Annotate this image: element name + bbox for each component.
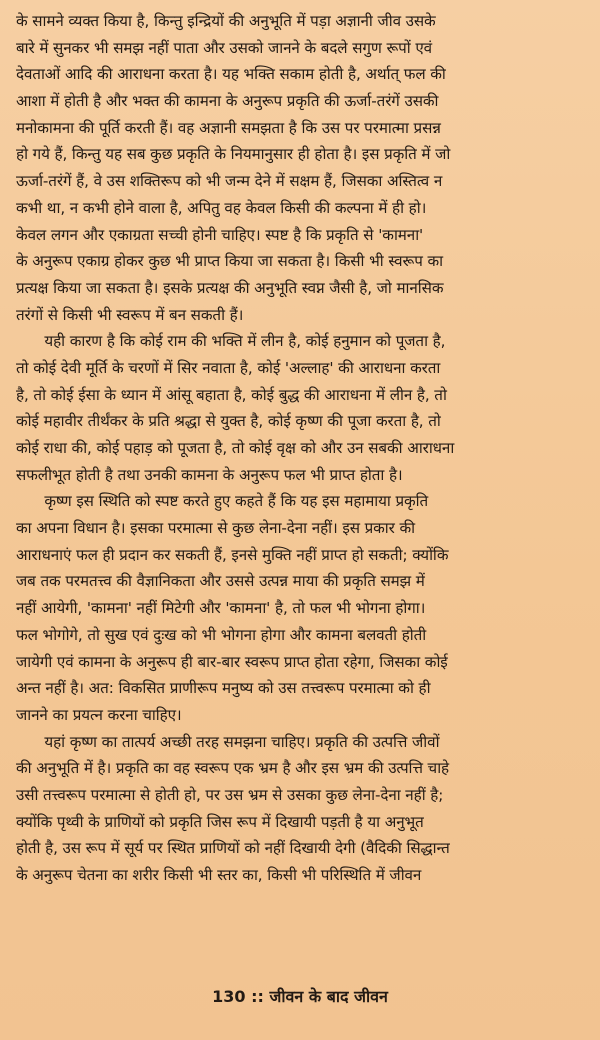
footer-separator: :: [251,987,264,1006]
text-line: नहीं आयेगी, 'कामना' नहीं मिटेगी और 'कामना' है, तो फल भी भोगना होगा। [16,599,426,618]
body-text [16,8,588,889]
text-line: प्रत्यक्ष किया जा सकता है। इसके प्रत्यक्ष की अनुभूति स्वप्न जैसी है, जो मानसिक [16,278,444,297]
text-line: फल भोगोगे, तो सुख एवं दुःख को भी भोगना होगा और कामना बलवती होती [16,625,427,644]
text-line: कोई राधा की, कोई पहाड़ को पूजता है, तो कोई वृक्ष को और उन सबकी आराधना [16,439,455,457]
text-line: ऊर्जा-तरंगें हैं, वे उस शक्तिरूप को भी जन्म देने में सक्षम हैं, जिसका अस्तित्व न [16,172,443,191]
text-line: देवताओं आदि की आराधना करता है। यह भक्ति सकाम होती है, अर्थात् फल की [16,65,446,84]
text-line: की अनुभूति में है। प्रकृति का वह स्वरूप एक भ्रम है और इस भ्रम की उत्पत्ति चाहे [16,759,450,778]
text-line: कोई महावीर तीर्थंकर के प्रति श्रद्धा से युक्त है, कोई कृष्ण की पूजा करता है, तो [16,412,441,431]
text-line: जानने का प्रयत्न करना चाहिए। [16,705,182,724]
text-line: सफलीभूत होती है तथा उनकी कामना के अनुरूप फल भी प्राप्त होता है। [16,465,403,484]
paragraph-3 [16,488,588,728]
text-line: के सामने व्यक्त किया है, किन्तु इन्द्रियों की अनुभूति में पड़ा अज्ञानी जीव उसके [16,12,436,30]
text-line: के अनुरूप एकाग्र होकर कुछ भी प्राप्त किया जा सकता है। किसी भी स्वरूप का [16,252,443,271]
text-line: तरंगों से किसी भी स्वरूप में बन सकती हैं। [16,305,244,324]
text-line: है, तो कोई ईसा के ध्यान में आंसू बहाता है, कोई बुद्ध की आराधना में लीन है, तो [16,385,447,404]
text-line: का अपना विधान है। इसका परमात्मा से कुछ लेना-देना नहीं। इस प्रकार की [16,519,415,538]
text-line: तो कोई देवी मूर्ति के चरणों में सिर नवाता है, कोई 'अल्लाह' की आराधना करता [16,358,441,377]
page-number: 130 [212,987,246,1006]
text-line: उसी तत्त्वरूप परमात्मा से होती हो, पर उस भ्रम से उसका कुछ लेना-देना नहीं है; [16,785,444,804]
text-line: आशा में होती है और भक्त की कामना के अनुरूप प्रकृति की ऊर्जा-तरंगें उसकी [16,92,439,111]
text-line: के अनुरूप चेतना का शरीर किसी भी स्तर का, किसी भी परिस्थिति में जीवन [16,866,422,884]
text-line: जब तक परमतत्त्व की वैज्ञानिकता और उससे उत्पन्न माया की प्रकृति समझ में [16,572,425,591]
text-line: जायेगी एवं कामना के अनुरूप ही बार-बार स्वरूप प्राप्त होता रहेगा, जिसका कोई [16,652,448,671]
text-line: यहां कृष्ण का तात्पर्य अच्छी तरह समझना चाहिए। प्रकृति की उत्पत्ति जीवों [16,732,440,751]
page-footer [0,984,600,1010]
text-line: बारे में सुनकर भी समझ नहीं पाता और उसको जानने के बदले सगुण रूपों एवं [16,38,432,57]
text-line: मनोकामना की पूर्ति करती हैं। वह अज्ञानी समझता है कि उस पर परमात्मा प्रसन्न [16,118,441,137]
paragraph-4 [16,729,588,889]
text-line: क्योंकि पृथ्वी के प्राणियों को प्रकृति जिस रूप में दिखायी पड़ती है या अनुभूत [16,812,424,831]
text-line: यही कारण है कि कोई राम की भक्ति में लीन है, कोई हनुमान को पूजता है, [16,332,446,351]
text-line: आराधनाएं फल ही प्रदान कर सकती हैं, इनसे मुक्ति नहीं प्राप्त हो सकती; क्योंकि [16,545,449,564]
text-line: कभी था, न कभी होने वाला है, अपितु वह केवल किसी की कल्पना में ही हो। [16,198,427,217]
text-line: होती है, उस रूप में सूर्य पर स्थित प्राणियों को नहीं दिखायी देगी (वैदिकी सिद्धान्त [16,839,450,858]
text-line: अन्त नहीं है। अत: विकसित प्राणीरूप मनुष्य को उस तत्त्वरूप परमात्मा को ही [16,679,431,698]
paragraph-1 [16,8,588,328]
paragraph-2 [16,328,588,488]
book-title: जीवन के बाद जीवन [269,987,388,1006]
text-line: कृष्ण इस स्थिति को स्पष्ट करते हुए कहते हैं कि यह इस महामाया प्रकृति [16,492,429,511]
text-line: हो गये हैं, किन्तु यह सब कुछ प्रकृति के नियमानुसार ही होता है। इस प्रकृति में जो [16,145,451,164]
text-line: केवल लगन और एकाग्रता सच्ची होनी चाहिए। स्पष्ट है कि प्रकृति से 'कामना' [16,225,424,244]
